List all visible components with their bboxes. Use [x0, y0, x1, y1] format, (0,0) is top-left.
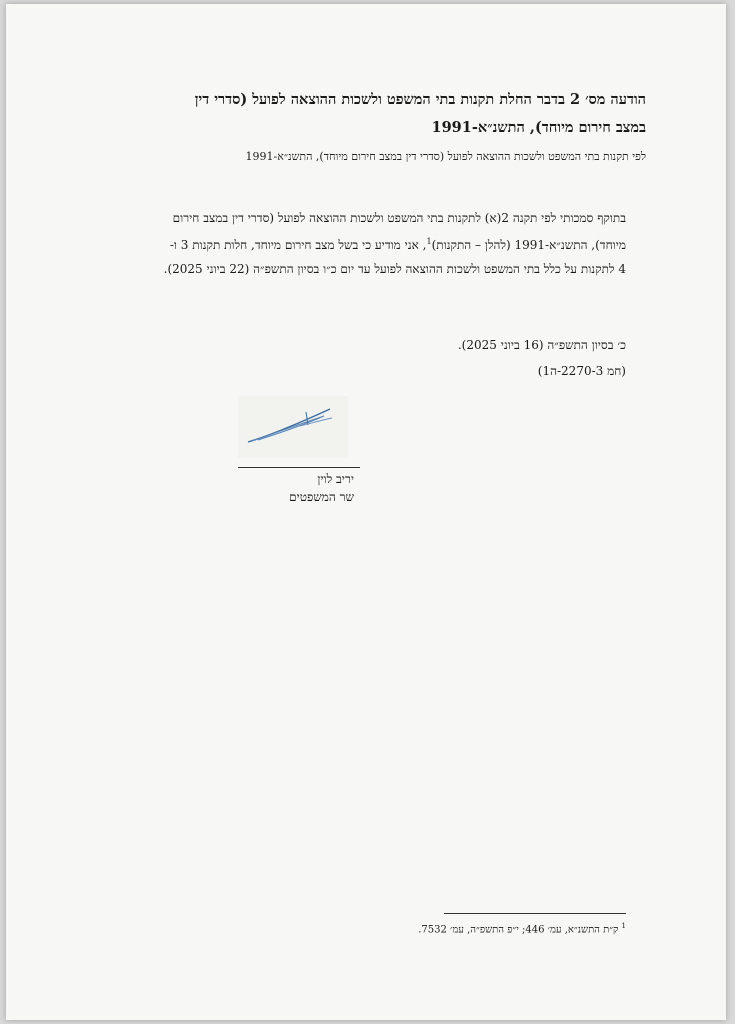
- body-line-2-start: מיוחד), התשנ״א-1991 (להלן – התקנות): [431, 238, 626, 252]
- footnote: [206, 922, 626, 935]
- signatory: [206, 470, 354, 506]
- signatory-name: יריב לוין: [317, 472, 354, 486]
- signatory-role: שר המשפטים: [289, 490, 354, 504]
- footnote-separator: [444, 913, 626, 914]
- document-title: [66, 86, 646, 142]
- footnote-reference: 1: [426, 237, 432, 246]
- document-subtitle: לפי תקנות בתי המשפט ולשכות ההוצאה לפועל (סדרי דין במצב חירום מיוחד), התשנ״א-1991: [245, 150, 646, 163]
- document-reference: (חמ 2270-3-ה1): [537, 364, 626, 378]
- body-line-2-end: , אני מודיע כי בשל מצב חירום מיוחד, חלות תקנות 3 ו-: [169, 238, 427, 252]
- footnote-number: 1: [621, 922, 626, 930]
- document-date: כ׳ בסיון התשפ״ה (16 ביוני 2025).: [457, 338, 626, 352]
- body-line-1: בתוקף סמכותי לפי תקנה 2(א) לתקנות בתי המשפט ולשכות ההוצאה לפועל (סדרי דין במצב חירום: [172, 211, 626, 225]
- signature-image: [238, 396, 348, 458]
- signature-scribble: [238, 396, 348, 458]
- title-line-2: במצב חירום מיוחד), התשנ״א-1991: [431, 119, 646, 136]
- footnote-text: ק״ת התשנ״א, עמ׳ 446; י״פ התשפ״ה, עמ׳ 7532.: [418, 924, 619, 936]
- body-line-3: 4 לתקנות על כלל בתי המשפט ולשכות ההוצאה לפועל עד יום כ״ו בסיון התשפ״ה (22 ביוני 2025).: [163, 262, 626, 276]
- title-line-1: הודעה מס׳ 2 בדבר החלת תקנות בתי המשפט ולשכות ההוצאה לפועל (סדרי דין: [194, 91, 646, 108]
- body-line-2: [66, 230, 626, 257]
- document-page: [6, 4, 726, 1020]
- signature-line: [238, 467, 360, 468]
- document-body: [66, 206, 626, 281]
